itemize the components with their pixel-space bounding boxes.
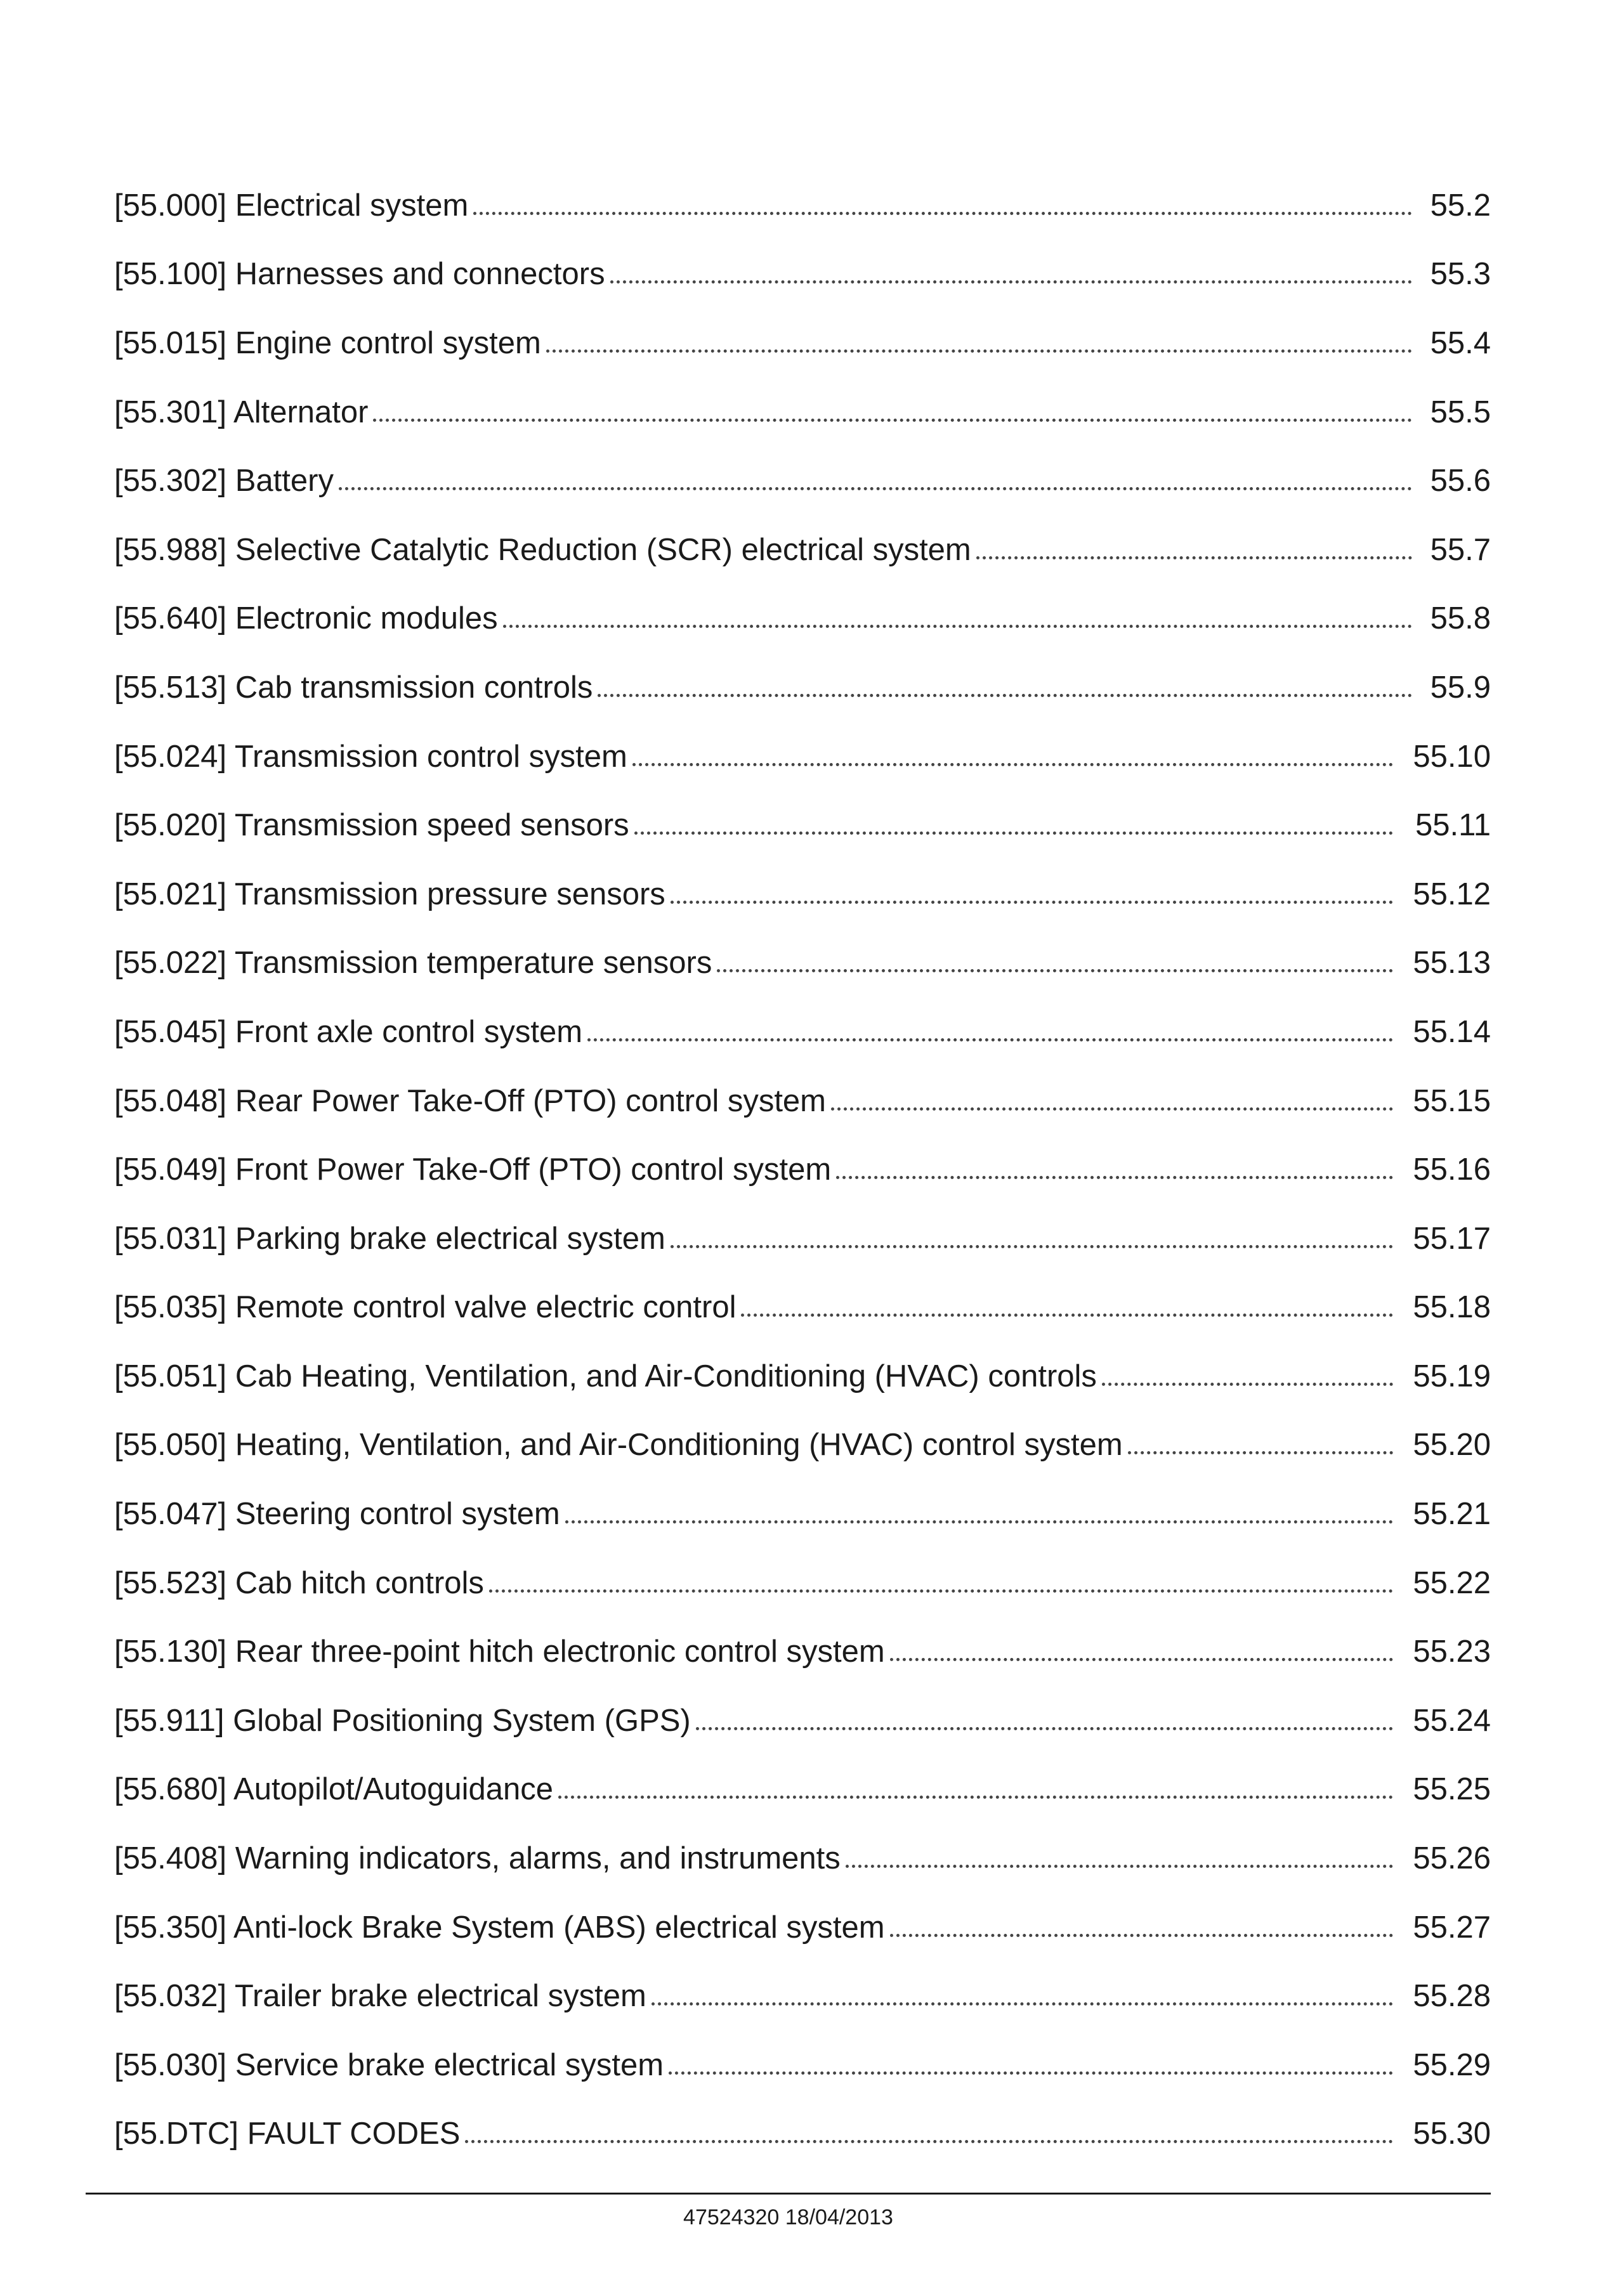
toc-entry[interactable]	[114, 309, 1491, 378]
toc-entry-page-number[interactable]: 55.13	[1413, 946, 1491, 981]
toc-entry-page-number[interactable]: 55.5	[1430, 395, 1491, 429]
toc-entry-title[interactable]: [55.022] Transmission temperature sensors	[114, 946, 712, 981]
toc-entry[interactable]	[114, 1962, 1491, 2031]
dot-leader	[598, 694, 1412, 697]
toc-entry[interactable]	[114, 378, 1491, 447]
toc-entry-title[interactable]: [55.035] Remote control valve electric control	[114, 1290, 737, 1325]
dot-leader	[652, 2002, 1393, 2006]
dot-leader	[696, 1727, 1393, 1730]
footer-document-id: 47524320 18/04/2013	[683, 2205, 893, 2229]
dot-leader	[610, 280, 1412, 284]
toc-entry-page-number[interactable]: 55.20	[1413, 1428, 1491, 1463]
toc-entry-title[interactable]: [55.523] Cab hitch controls	[114, 1565, 484, 1600]
toc-entry-title[interactable]: [55.049] Front Power Take-Off (PTO) control system	[114, 1152, 832, 1187]
toc-entry-page-number[interactable]: 55.18	[1413, 1290, 1491, 1325]
dot-leader	[741, 1314, 1393, 1317]
toc-entry-title[interactable]: [55.513] Cab transmission controls	[114, 670, 593, 705]
toc-entry[interactable]	[114, 1756, 1491, 1825]
toc-entry-title[interactable]: [55.301] Alternator	[114, 395, 369, 429]
toc-entry[interactable]	[114, 998, 1491, 1067]
dot-leader	[503, 625, 1412, 628]
toc-entry-title[interactable]: [55.050] Heating, Ventilation, and Air-Conditioning (HVAC) control system	[114, 1428, 1123, 1463]
toc-entry-title[interactable]: [55.020] Transmission speed sensors	[114, 808, 629, 843]
toc-entry-page-number[interactable]: 55.14	[1413, 1014, 1491, 1049]
toc-entry-title[interactable]: [55.031] Parking brake electrical system	[114, 1221, 665, 1256]
toc-entry-title[interactable]: [55.032] Trailer brake electrical system	[114, 1979, 646, 2014]
dot-leader	[976, 556, 1412, 559]
toc-entry-page-number[interactable]: 55.19	[1413, 1359, 1491, 1393]
toc-entry[interactable]	[114, 722, 1491, 792]
dot-leader	[465, 2140, 1393, 2143]
toc-entry-title[interactable]: [55.302] Battery	[114, 464, 334, 499]
toc-entry[interactable]	[114, 1893, 1491, 1962]
toc-entry[interactable]	[114, 1686, 1491, 1756]
toc-entry-page-number[interactable]: 55.21	[1413, 1497, 1491, 1532]
toc-entry[interactable]	[114, 1617, 1491, 1686]
dot-leader	[587, 1038, 1393, 1041]
toc-entry-page-number[interactable]: 55.29	[1413, 2047, 1491, 2082]
toc-entry-title[interactable]: [55.988] Selective Catalytic Reduction (SCR) electrical system	[114, 532, 971, 567]
toc-entry-page-number[interactable]: 55.6	[1430, 464, 1491, 499]
toc-entry[interactable]	[114, 1480, 1491, 1549]
toc-entry-title[interactable]: [55.048] Rear Power Take-Off (PTO) control system	[114, 1083, 826, 1118]
toc-entry-page-number[interactable]: 55.30	[1413, 2117, 1491, 2151]
toc-entry-page-number[interactable]: 55.16	[1413, 1152, 1491, 1187]
toc-entry[interactable]	[114, 1549, 1491, 1618]
toc-entry-page-number[interactable]: 55.15	[1413, 1083, 1491, 1118]
table-of-contents	[114, 171, 1491, 2169]
dot-leader	[546, 349, 1412, 353]
dot-leader	[1102, 1383, 1393, 1386]
toc-entry-page-number[interactable]: 55.17	[1413, 1221, 1491, 1256]
dot-leader	[890, 1934, 1393, 1937]
toc-entry[interactable]	[114, 585, 1491, 654]
dot-leader	[489, 1589, 1393, 1593]
toc-entry[interactable]	[114, 1824, 1491, 1893]
toc-entry-title[interactable]: [55.051] Cab Heating, Ventilation, and Air-Conditioning (HVAC) controls	[114, 1359, 1097, 1393]
dot-leader	[890, 1658, 1393, 1661]
toc-entry[interactable]	[114, 1067, 1491, 1136]
dot-leader	[632, 763, 1393, 766]
dot-leader	[339, 487, 1412, 490]
toc-entry-title[interactable]: [55.408] Warning indicators, alarms, and instruments	[114, 1841, 841, 1876]
toc-entry-page-number[interactable]: 55.25	[1413, 1772, 1491, 1807]
toc-entry-page-number[interactable]: 55.3	[1430, 257, 1491, 292]
toc-entry-page-number[interactable]: 55.23	[1413, 1634, 1491, 1669]
toc-entry-page-number[interactable]: 55.9	[1430, 670, 1491, 705]
toc-entry-page-number[interactable]: 55.4	[1430, 325, 1491, 360]
toc-entry-title[interactable]: [55.024] Transmission control system	[114, 739, 627, 774]
toc-entry-page-number[interactable]: 55.2	[1430, 188, 1491, 223]
toc-entry-title[interactable]: [55.015] Engine control system	[114, 325, 541, 360]
dot-leader	[1128, 1451, 1393, 1454]
toc-entry[interactable]	[114, 1135, 1491, 1204]
dot-leader	[831, 1107, 1393, 1111]
dot-leader	[373, 419, 1412, 422]
toc-entry[interactable]	[114, 2031, 1491, 2100]
toc-entry[interactable]	[114, 240, 1491, 310]
toc-entry-title[interactable]: [55.000] Electrical system	[114, 188, 469, 223]
toc-entry[interactable]	[114, 1204, 1491, 1274]
toc-entry-page-number[interactable]: 55.24	[1413, 1703, 1491, 1738]
footer-rule	[86, 2193, 1491, 2195]
toc-entry-page-number[interactable]: 55.28	[1413, 1979, 1491, 2014]
toc-entry-title[interactable]: [55.680] Autopilot/Autoguidance	[114, 1772, 554, 1807]
toc-entry[interactable]	[114, 171, 1491, 240]
dot-leader	[473, 212, 1412, 215]
toc-entry[interactable]	[114, 2100, 1491, 2169]
toc-entry-title[interactable]: [55.021] Transmission pressure sensors	[114, 877, 665, 911]
dot-leader	[846, 1865, 1393, 1868]
toc-entry[interactable]	[114, 791, 1491, 860]
dot-leader	[634, 832, 1393, 835]
toc-entry-title[interactable]: [55.DTC] FAULT CODES	[114, 2117, 461, 2151]
toc-entry-title[interactable]: [55.911] Global Positioning System (GPS)	[114, 1703, 691, 1738]
toc-entry[interactable]	[114, 929, 1491, 998]
toc-entry-page-number[interactable]: 55.12	[1413, 877, 1491, 911]
dot-leader	[558, 1796, 1393, 1799]
toc-entry[interactable]	[114, 1411, 1491, 1480]
dot-leader	[671, 901, 1393, 904]
toc-entry-page-number[interactable]: 55.11	[1415, 808, 1491, 843]
toc-entry[interactable]	[114, 1274, 1491, 1343]
toc-entry[interactable]	[114, 447, 1491, 516]
toc-entry-title[interactable]: [55.047] Steering control system	[114, 1497, 560, 1532]
toc-entry-page-number[interactable]: 55.8	[1430, 601, 1491, 636]
toc-entry-title[interactable]: [55.045] Front axle control system	[114, 1014, 583, 1049]
toc-entry[interactable]	[114, 653, 1491, 722]
toc-entry-page-number[interactable]: 55.22	[1413, 1565, 1491, 1600]
toc-entry[interactable]	[114, 860, 1491, 929]
dot-leader	[836, 1176, 1393, 1179]
toc-entry-title[interactable]: [55.640] Electronic modules	[114, 601, 498, 636]
dot-leader	[669, 2071, 1393, 2075]
dot-leader	[717, 969, 1393, 972]
toc-entry-title[interactable]: [55.350] Anti-lock Brake System (ABS) electrical system	[114, 1910, 885, 1945]
dot-leader	[565, 1520, 1393, 1523]
toc-entry-page-number[interactable]: 55.27	[1413, 1910, 1491, 1945]
toc-entry[interactable]	[114, 516, 1491, 585]
toc-entry-title[interactable]: [55.100] Harnesses and connectors	[114, 257, 605, 292]
toc-entry-page-number[interactable]: 55.26	[1413, 1841, 1491, 1876]
toc-entry-title[interactable]: [55.030] Service brake electrical system	[114, 2047, 664, 2082]
toc-entry-page-number[interactable]: 55.10	[1413, 739, 1491, 774]
toc-entry-title[interactable]: [55.130] Rear three-point hitch electronic control system	[114, 1634, 885, 1669]
dot-leader	[671, 1245, 1393, 1248]
toc-entry-page-number[interactable]: 55.7	[1430, 532, 1491, 567]
toc-entry[interactable]	[114, 1342, 1491, 1411]
